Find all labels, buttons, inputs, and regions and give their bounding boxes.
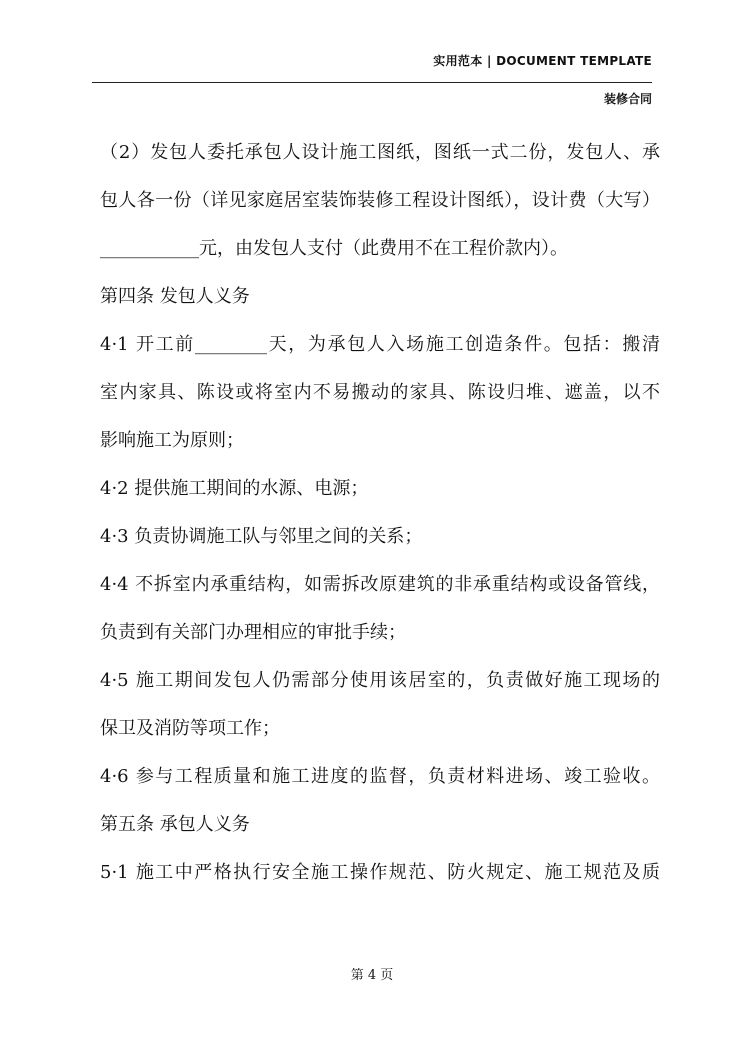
text-line: 4·4 不拆室内承重结构，如需拆改原建筑的非承重结构或设备管线， bbox=[100, 574, 660, 595]
text-line: 包人各一份（详见家庭居室装饰装修工程设计图纸），设计费（大写） bbox=[100, 190, 660, 211]
text-line: 负责到有关部门办理相应的审批手续； bbox=[100, 622, 406, 643]
text-line: 4·1 开工前________天，为承包人入场施工创造条件。包括：搬清 bbox=[100, 334, 660, 355]
text-line: 保卫及消防等项工作； bbox=[100, 718, 280, 739]
text-line: 室内家具、陈设或将室内不易搬动的家具、陈设归堆、遮盖，以不 bbox=[100, 382, 660, 403]
text-line: 4·6 参与工程质量和施工进度的监督，负责材料进场、竣工验收。 bbox=[100, 766, 660, 787]
text-line: 4·5 施工期间发包人仍需部分使用该居室的，负责做好施工现场的 bbox=[100, 670, 660, 691]
page-number: 第 4 页 bbox=[350, 968, 394, 983]
text-line: （2）发包人委托承包人设计施工图纸，图纸一式二份，发包人、承 bbox=[100, 142, 660, 163]
text-line: ___________元，由发包人支付（此费用不在工程价款内）。 bbox=[100, 238, 568, 259]
header-subtitle: 装修合同 bbox=[603, 92, 652, 106]
header-title: 实用范本 | DOCUMENT TEMPLATE bbox=[433, 54, 652, 68]
text-line: 4·2 提供施工期间的水源、电源； bbox=[100, 478, 369, 499]
text-line: 影响施工为原则； bbox=[100, 430, 244, 451]
document-body bbox=[100, 138, 660, 906]
header-rule bbox=[92, 82, 652, 83]
text-line: 5·1 施工中严格执行安全施工操作规范、防火规定、施工规范及质 bbox=[100, 862, 660, 883]
section-heading: 第五条 承包人义务 bbox=[100, 814, 250, 835]
section-heading: 第四条 发包人义务 bbox=[100, 286, 250, 307]
text-line: 4·3 负责协调施工队与邻里之间的关系； bbox=[100, 526, 423, 547]
